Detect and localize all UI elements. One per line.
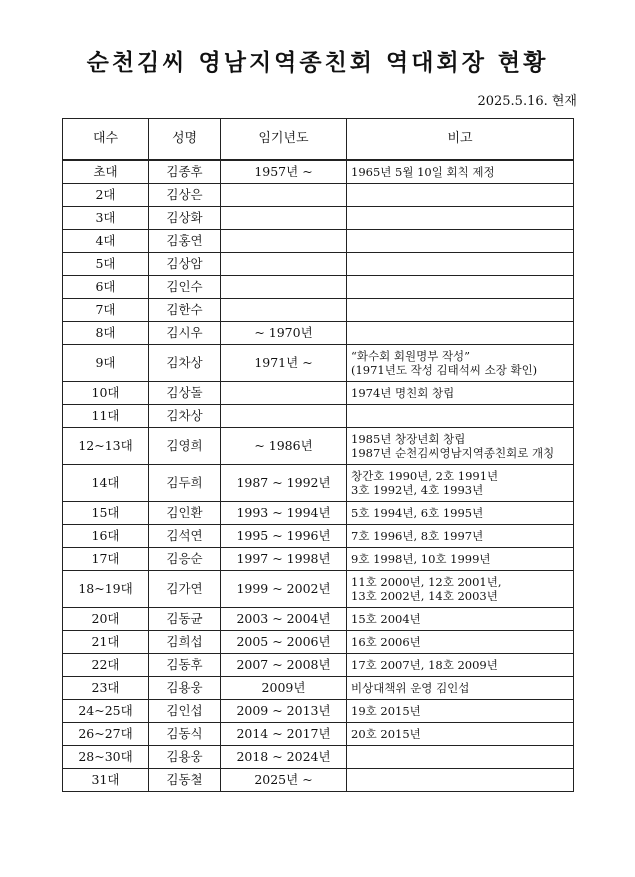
note-line: “화수회 회원명부 작성” [351,349,471,363]
generation-cell: 8대 [63,322,149,345]
name-cell: 김한수 [149,299,221,322]
name-cell: 김응순 [149,548,221,571]
notes-cell [347,382,574,405]
table-row [63,525,574,548]
generation-cell: 20대 [63,608,149,631]
table-row [63,345,574,382]
term-cell: 1987 ~ 1992년 [221,465,347,502]
generation-cell: 22대 [63,654,149,677]
name-cell: 김종후 [149,160,221,184]
table-row [63,253,574,276]
generation-cell: 28~30대 [63,746,149,769]
term-cell: 1993 ~ 1994년 [221,502,347,525]
name-cell: 김인섭 [149,700,221,723]
table-body [63,160,574,792]
note-line: 20호 2015년 [351,727,421,741]
note-line: 9호 1998년, 10호 1999년 [351,552,491,566]
name-cell: 김용웅 [149,746,221,769]
note-line: 5호 1994년, 6호 1995년 [351,506,484,520]
table-row [63,465,574,502]
generation-cell: 7대 [63,299,149,322]
header-name: 성명 [149,119,221,161]
name-cell: 김차상 [149,405,221,428]
notes-cell [347,207,574,230]
header-generation: 대수 [63,119,149,161]
notes-cell [347,677,574,700]
table-row [63,276,574,299]
notes-cell [347,230,574,253]
notes-cell [347,428,574,465]
generation-cell: 10대 [63,382,149,405]
generation-cell: 12~13대 [63,428,149,465]
note-line: 1985년 창장년회 창립 [351,432,466,446]
table-row [63,746,574,769]
name-cell: 김상돌 [149,382,221,405]
term-cell: 2009 ~ 2013년 [221,700,347,723]
name-cell: 김인환 [149,502,221,525]
header-notes: 비고 [347,119,574,161]
generation-cell: 11대 [63,405,149,428]
as-of-date: 2025.5.16. 현재 [477,94,577,109]
notes-cell [347,405,574,428]
name-cell: 김차상 [149,345,221,382]
note-line: 3호 1992년, 4호 1993년 [351,483,484,497]
notes-cell [347,723,574,746]
generation-cell: 6대 [63,276,149,299]
notes-cell [347,746,574,769]
note-line: 1965년 5월 10일 회칙 제정 [351,165,495,179]
term-cell: 2005 ~ 2006년 [221,631,347,654]
notes-cell [347,608,574,631]
note-line: 1987년 순천김씨영남지역종친회로 개칭 [351,446,555,460]
note-line: 7호 1996년, 8호 1997년 [351,529,484,543]
notes-cell [347,548,574,571]
table-header-row [63,119,574,161]
table-row [63,322,574,345]
note-line: (1971년도 작성 김태석씨 소장 확인) [351,363,538,377]
table-row [63,502,574,525]
generation-cell: 초대 [63,160,149,184]
table-row [63,723,574,746]
term-cell: 1995 ~ 1996년 [221,525,347,548]
name-cell: 김동균 [149,608,221,631]
generation-cell: 3대 [63,207,149,230]
term-cell: ~ 1986년 [221,428,347,465]
notes-cell [347,276,574,299]
generation-cell: 16대 [63,525,149,548]
name-cell: 김두희 [149,465,221,502]
term-cell [221,230,347,253]
note-line: 11호 2000년, 12호 2001년, [351,575,502,589]
table-row [63,382,574,405]
notes-cell [347,525,574,548]
notes-cell [347,571,574,608]
note-line: 17호 2007년, 18호 2009년 [351,658,498,672]
generation-cell: 26~27대 [63,723,149,746]
generation-cell: 31대 [63,769,149,792]
term-cell [221,299,347,322]
generation-cell: 15대 [63,502,149,525]
note-line: 16호 2006년 [351,635,421,649]
page-title: 순천김씨 영남지역종친회 역대회장 현황 [86,50,549,76]
table-row [63,548,574,571]
term-cell: 2003 ~ 2004년 [221,608,347,631]
table-row [63,160,574,184]
presidents-table [62,118,574,792]
name-cell: 김상암 [149,253,221,276]
generation-cell: 24~25대 [63,700,149,723]
name-cell: 김동후 [149,654,221,677]
note-line: 15호 2004년 [351,612,421,626]
generation-cell: 4대 [63,230,149,253]
name-cell: 김영희 [149,428,221,465]
name-cell: 김상은 [149,184,221,207]
note-line: 19호 2015년 [351,704,421,718]
term-cell: 1957년 ~ [221,160,347,184]
notes-cell [347,502,574,525]
notes-cell [347,184,574,207]
notes-cell [347,253,574,276]
name-cell: 김시우 [149,322,221,345]
generation-cell: 14대 [63,465,149,502]
term-cell: 1997 ~ 1998년 [221,548,347,571]
term-cell: 2014 ~ 2017년 [221,723,347,746]
term-cell: 1971년 ~ [221,345,347,382]
generation-cell: 21대 [63,631,149,654]
note-line: 비상대책위 운영 김인섭 [351,681,470,695]
note-line: 창간호 1990년, 2호 1991년 [351,469,499,483]
term-cell [221,276,347,299]
term-cell [221,184,347,207]
term-cell: 2018 ~ 2024년 [221,746,347,769]
term-cell [221,405,347,428]
table-row [63,631,574,654]
name-cell: 김상화 [149,207,221,230]
name-cell: 김희섭 [149,631,221,654]
table-row [63,654,574,677]
table-row [63,769,574,792]
term-cell: 2009년 [221,677,347,700]
note-line: 13호 2002년, 14호 2003년 [351,589,498,603]
term-cell [221,382,347,405]
notes-cell [347,465,574,502]
table-row [63,700,574,723]
generation-cell: 5대 [63,253,149,276]
header-term: 임기년도 [221,119,347,161]
generation-cell: 2대 [63,184,149,207]
term-cell [221,253,347,276]
name-cell: 김인수 [149,276,221,299]
term-cell [221,207,347,230]
table-row [63,405,574,428]
table-row [63,428,574,465]
term-cell: 2007 ~ 2008년 [221,654,347,677]
notes-cell [347,322,574,345]
name-cell: 김석연 [149,525,221,548]
name-cell: 김가연 [149,571,221,608]
name-cell: 김홍연 [149,230,221,253]
table-row [63,184,574,207]
note-line: 1974년 명친회 창립 [351,386,455,400]
term-cell: 2025년 ~ [221,769,347,792]
table-row [63,677,574,700]
generation-cell: 23대 [63,677,149,700]
notes-cell [347,700,574,723]
notes-cell [347,160,574,184]
term-cell: ~ 1970년 [221,322,347,345]
notes-cell [347,631,574,654]
notes-cell [347,654,574,677]
table-row [63,207,574,230]
table-row [63,230,574,253]
term-cell: 1999 ~ 2002년 [221,571,347,608]
notes-cell [347,769,574,792]
notes-cell [347,299,574,322]
notes-cell [347,345,574,382]
name-cell: 김용웅 [149,677,221,700]
table-row [63,608,574,631]
table-row [63,571,574,608]
generation-cell: 18~19대 [63,571,149,608]
generation-cell: 9대 [63,345,149,382]
name-cell: 김동식 [149,723,221,746]
generation-cell: 17대 [63,548,149,571]
name-cell: 김동철 [149,769,221,792]
table-row [63,299,574,322]
